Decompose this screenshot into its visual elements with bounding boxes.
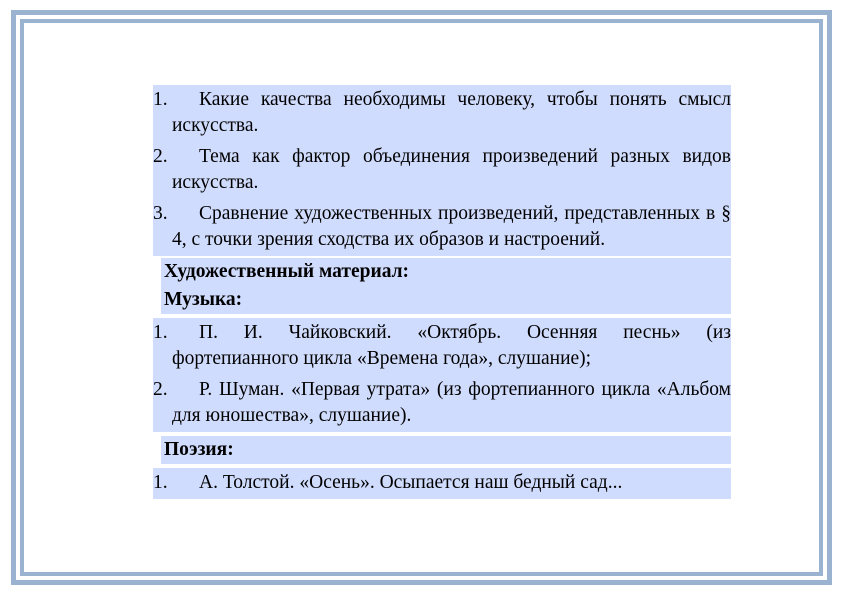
question-text: Сравнение художественных произведений, представленных в § 4, с точки зрения сходства их образов и настроений. [172, 203, 731, 250]
list-number: 1. [153, 322, 168, 343]
material-heading: Художественный материал: [161, 258, 731, 286]
question-text: Тема как фактор объединения произведений разных видов искусства. [172, 146, 731, 193]
poetry-heading: Поэзия: [161, 436, 731, 464]
list-number: 3. [153, 203, 168, 224]
question-item [153, 85, 731, 142]
question-item [153, 199, 731, 256]
list-number: 2. [153, 379, 168, 400]
list-number: 1. [153, 89, 168, 110]
question-text: Какие качества необходимы человеку, чтобы понять смысл искусства. [172, 89, 731, 136]
list-number: 2. [153, 146, 168, 167]
slide-content [153, 85, 731, 499]
list-number: 1. [153, 472, 168, 493]
music-text: Р. Шуман. «Первая утрата» (из фортепианного цикла «Альбом для юношества», слушание). [172, 379, 731, 426]
poetry-item [153, 468, 731, 499]
question-item [153, 142, 731, 199]
music-text: П. И. Чайковский. «Октябрь. Осенняя песнь» (из фортепианного цикла «Времена года», слушание); [172, 322, 731, 369]
poetry-text: А. Толстой. «Осень». Осыпается наш бедный сад... [199, 472, 623, 493]
music-item [153, 375, 731, 432]
music-heading: Музыка: [161, 286, 731, 314]
music-item [153, 318, 731, 375]
